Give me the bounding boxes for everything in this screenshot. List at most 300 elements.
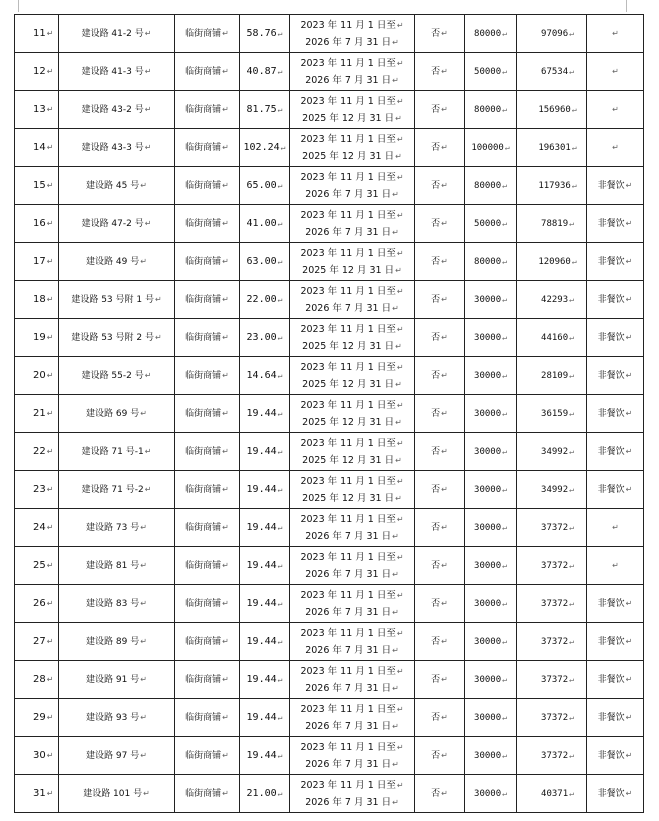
deposit-cell <box>465 737 517 775</box>
row-number-cell <box>15 661 59 699</box>
rent-text: 37372 <box>541 598 569 609</box>
paragraph-mark-icon: ↵ <box>222 674 229 684</box>
paragraph-mark-icon: ↵ <box>222 370 229 380</box>
address-text: 建设路 89 号 <box>86 636 140 647</box>
flag-cell <box>415 53 465 91</box>
flag-text: 否 <box>431 66 441 77</box>
flag-cell <box>415 357 465 395</box>
lease-start-text: 2023 年 11 月 1 日至 <box>300 57 396 69</box>
paragraph-mark-icon: ↵ <box>441 28 448 38</box>
property-type-cell <box>175 737 240 775</box>
area-text: 23.00 <box>246 331 277 343</box>
paragraph-mark-icon: ↵ <box>222 484 229 494</box>
flag-text: 否 <box>431 446 441 457</box>
rent-cell <box>517 509 587 547</box>
area-text: 65.00 <box>246 179 277 191</box>
deposit-cell <box>465 623 517 661</box>
paragraph-mark-icon: ↵ <box>625 712 633 722</box>
rent-text: 36159 <box>541 408 569 419</box>
lease-period-cell <box>290 471 415 509</box>
paragraph-mark-icon: ↵ <box>395 113 402 123</box>
paragraph-mark-icon: ↵ <box>222 28 229 38</box>
row-number-text: 21 <box>33 407 46 419</box>
lease-start-text: 2023 年 11 月 1 日至 <box>300 437 396 449</box>
flag-text: 否 <box>431 636 441 647</box>
deposit-text: 80000 <box>474 256 502 267</box>
paragraph-mark-icon: ↵ <box>502 560 507 570</box>
address-text: 建设路 41-3 号 <box>81 66 144 77</box>
table-row <box>15 471 644 509</box>
address-text: 建设路 41-2 号 <box>81 28 144 39</box>
usage-cell <box>587 167 644 205</box>
usage-text: 非餐饮 <box>597 484 625 495</box>
usage-text: 非餐饮 <box>597 446 625 457</box>
lease-end-text: 2025 年 12 月 31 日 <box>302 454 395 466</box>
table-row <box>15 395 644 433</box>
flag-cell <box>415 623 465 661</box>
area-text: 22.00 <box>246 293 277 305</box>
address-text: 建设路 71 号-2 <box>81 484 144 495</box>
paragraph-mark-icon: ↵ <box>392 75 399 85</box>
paragraph-mark-icon: ↵ <box>396 780 404 790</box>
address-cell <box>59 205 175 243</box>
address-cell <box>59 433 175 471</box>
paragraph-mark-icon: ↵ <box>396 590 404 600</box>
area-cell <box>240 319 290 357</box>
table-row <box>15 699 644 737</box>
lease-end-text: 2025 年 12 月 31 日 <box>302 112 395 124</box>
paragraph-mark-icon: ↵ <box>46 370 54 380</box>
rent-cell <box>517 433 587 471</box>
paragraph-mark-icon: ↵ <box>46 180 54 190</box>
paragraph-mark-icon: ↵ <box>502 256 507 266</box>
row-number-text: 17 <box>33 255 46 267</box>
paragraph-mark-icon: ↵ <box>222 142 229 152</box>
paragraph-mark-icon: ↵ <box>625 218 633 228</box>
deposit-text: 50000 <box>474 66 502 77</box>
paragraph-mark-icon: ↵ <box>395 379 402 389</box>
area-cell <box>240 53 290 91</box>
paragraph-mark-icon: ↵ <box>625 294 633 304</box>
address-cell <box>59 737 175 775</box>
rent-text: 37372 <box>541 750 569 761</box>
paragraph-mark-icon: ↵ <box>441 712 448 722</box>
row-number-cell <box>15 623 59 661</box>
address-cell <box>59 319 175 357</box>
lease-start-text: 2023 年 11 月 1 日至 <box>300 665 396 677</box>
paragraph-mark-icon: ↵ <box>502 484 507 494</box>
lease-period-cell <box>290 433 415 471</box>
address-cell <box>59 775 175 813</box>
lease-start-text: 2023 年 11 月 1 日至 <box>300 171 396 183</box>
address-text: 建设路 81 号 <box>86 560 140 571</box>
rent-cell <box>517 395 587 433</box>
flag-cell <box>415 547 465 585</box>
lease-period-cell <box>290 585 415 623</box>
property-type-text: 临街商铺 <box>185 560 222 571</box>
address-text: 建设路 43-2 号 <box>81 104 144 115</box>
lease-end-text: 2026 年 7 月 31 日 <box>305 796 392 808</box>
area-cell <box>240 395 290 433</box>
table-row <box>15 129 644 167</box>
table-row <box>15 357 644 395</box>
paragraph-mark-icon: ↵ <box>571 256 577 266</box>
area-cell <box>240 433 290 471</box>
rent-text: 37372 <box>541 674 569 685</box>
paragraph-mark-icon: ↵ <box>612 522 619 532</box>
deposit-text: 30000 <box>474 370 502 381</box>
paragraph-mark-icon: ↵ <box>392 607 399 617</box>
flag-text: 否 <box>431 674 441 685</box>
area-cell <box>240 129 290 167</box>
deposit-text: 30000 <box>474 484 502 495</box>
lease-start-text: 2023 年 11 月 1 日至 <box>300 361 396 373</box>
property-type-text: 临街商铺 <box>185 180 222 191</box>
paragraph-mark-icon: ↵ <box>392 189 399 199</box>
flag-text: 否 <box>431 104 441 115</box>
lease-period-cell <box>290 167 415 205</box>
address-cell <box>59 243 175 281</box>
lease-period-cell <box>290 281 415 319</box>
rent-text: 37372 <box>541 560 569 571</box>
paragraph-mark-icon: ↵ <box>277 750 283 760</box>
paragraph-mark-icon: ↵ <box>277 104 283 114</box>
usage-cell <box>587 91 644 129</box>
address-cell <box>59 547 175 585</box>
paragraph-mark-icon: ↵ <box>569 294 574 304</box>
paragraph-mark-icon: ↵ <box>222 446 229 456</box>
row-number-text: 22 <box>33 445 46 457</box>
address-cell <box>59 509 175 547</box>
paragraph-mark-icon: ↵ <box>396 210 404 220</box>
paragraph-mark-icon: ↵ <box>395 493 402 503</box>
area-text: 19.44 <box>246 749 277 761</box>
paragraph-mark-icon: ↵ <box>396 400 404 410</box>
lease-end-text: 2025 年 12 月 31 日 <box>302 340 395 352</box>
deposit-text: 30000 <box>474 294 502 305</box>
paragraph-mark-icon: ↵ <box>441 674 448 684</box>
paragraph-mark-icon: ↵ <box>396 58 404 68</box>
lease-start-text: 2023 年 11 月 1 日至 <box>300 551 396 563</box>
rent-cell <box>517 281 587 319</box>
paragraph-mark-icon: ↵ <box>46 788 54 798</box>
lease-period-cell <box>290 243 415 281</box>
flag-cell <box>415 585 465 623</box>
area-cell <box>240 699 290 737</box>
rent-cell <box>517 167 587 205</box>
paragraph-mark-icon: ↵ <box>441 332 448 342</box>
deposit-cell <box>465 699 517 737</box>
lease-start-text: 2023 年 11 月 1 日至 <box>300 627 396 639</box>
usage-cell <box>587 737 644 775</box>
lease-period-cell <box>290 205 415 243</box>
lease-start-text: 2023 年 11 月 1 日至 <box>300 247 396 259</box>
area-cell <box>240 281 290 319</box>
paragraph-mark-icon: ↵ <box>502 370 507 380</box>
row-number-cell <box>15 243 59 281</box>
rent-text: 34992 <box>541 484 569 495</box>
address-cell <box>59 129 175 167</box>
property-type-cell <box>175 243 240 281</box>
rent-text: 42293 <box>541 294 569 305</box>
paragraph-mark-icon: ↵ <box>625 370 633 380</box>
paragraph-mark-icon: ↵ <box>625 636 633 646</box>
address-text: 建设路 69 号 <box>86 408 140 419</box>
row-number-text: 13 <box>33 103 46 115</box>
area-cell <box>240 509 290 547</box>
row-number-cell <box>15 395 59 433</box>
address-cell <box>59 471 175 509</box>
paragraph-mark-icon: ↵ <box>441 66 448 76</box>
rent-text: 97096 <box>541 28 569 39</box>
address-cell <box>59 585 175 623</box>
paragraph-mark-icon: ↵ <box>571 142 577 152</box>
paragraph-mark-icon: ↵ <box>396 514 404 524</box>
paragraph-mark-icon: ↵ <box>569 674 574 684</box>
paragraph-mark-icon: ↵ <box>46 66 54 76</box>
lease-start-text: 2023 年 11 月 1 日至 <box>300 779 396 791</box>
paragraph-mark-icon: ↵ <box>46 104 54 114</box>
address-cell <box>59 357 175 395</box>
address-cell <box>59 661 175 699</box>
row-number-cell <box>15 53 59 91</box>
flag-cell <box>415 775 465 813</box>
area-cell <box>240 15 290 53</box>
paragraph-mark-icon: ↵ <box>46 712 54 722</box>
paragraph-mark-icon: ↵ <box>222 636 229 646</box>
area-text: 19.44 <box>246 483 277 495</box>
paragraph-mark-icon: ↵ <box>569 332 574 342</box>
table-row <box>15 15 644 53</box>
table-row <box>15 623 644 661</box>
paragraph-mark-icon: ↵ <box>222 750 229 760</box>
paragraph-mark-icon: ↵ <box>502 598 507 608</box>
row-number-cell <box>15 167 59 205</box>
flag-text: 否 <box>431 560 441 571</box>
rent-cell <box>517 91 587 129</box>
table-row <box>15 243 644 281</box>
deposit-cell <box>465 471 517 509</box>
paragraph-mark-icon: ↵ <box>625 180 633 190</box>
flag-text: 否 <box>431 712 441 723</box>
paragraph-mark-icon: ↵ <box>144 66 152 76</box>
paragraph-mark-icon: ↵ <box>441 408 448 418</box>
paragraph-mark-icon: ↵ <box>222 180 229 190</box>
row-number-cell <box>15 775 59 813</box>
address-text: 建设路 97 号 <box>86 750 140 761</box>
paragraph-mark-icon: ↵ <box>569 370 574 380</box>
paragraph-mark-icon: ↵ <box>396 134 404 144</box>
paragraph-mark-icon: ↵ <box>396 324 404 334</box>
deposit-cell <box>465 15 517 53</box>
flag-cell <box>415 243 465 281</box>
area-text: 19.44 <box>246 407 277 419</box>
paragraph-mark-icon: ↵ <box>222 256 229 266</box>
property-type-text: 临街商铺 <box>185 636 222 647</box>
usage-text: 非餐饮 <box>597 712 625 723</box>
property-type-text: 临街商铺 <box>185 522 222 533</box>
paragraph-mark-icon: ↵ <box>140 256 147 266</box>
flag-cell <box>415 471 465 509</box>
paragraph-mark-icon: ↵ <box>625 674 633 684</box>
lease-end-text: 2026 年 7 月 31 日 <box>305 530 392 542</box>
deposit-text: 80000 <box>474 28 502 39</box>
paragraph-mark-icon: ↵ <box>277 636 283 646</box>
lease-period-cell <box>290 15 415 53</box>
row-number-text: 30 <box>33 749 46 761</box>
property-type-text: 临街商铺 <box>185 142 222 153</box>
lease-end-text: 2025 年 12 月 31 日 <box>302 416 395 428</box>
property-type-cell <box>175 433 240 471</box>
lease-period-cell <box>290 737 415 775</box>
lease-end-text: 2026 年 7 月 31 日 <box>305 188 392 200</box>
usage-cell <box>587 205 644 243</box>
address-cell <box>59 91 175 129</box>
area-text: 19.44 <box>246 597 277 609</box>
paragraph-mark-icon: ↵ <box>395 151 402 161</box>
area-cell <box>240 243 290 281</box>
table-row <box>15 53 644 91</box>
flag-text: 否 <box>431 522 441 533</box>
paragraph-mark-icon: ↵ <box>502 636 507 646</box>
paragraph-mark-icon: ↵ <box>396 628 404 638</box>
paragraph-mark-icon: ↵ <box>625 332 633 342</box>
area-text: 19.44 <box>246 711 277 723</box>
flag-cell <box>415 433 465 471</box>
lease-end-text: 2026 年 7 月 31 日 <box>305 720 392 732</box>
paragraph-mark-icon: ↵ <box>277 484 283 494</box>
rent-text: 67534 <box>541 66 569 77</box>
rent-cell <box>517 547 587 585</box>
paragraph-mark-icon: ↵ <box>569 636 574 646</box>
paragraph-mark-icon: ↵ <box>392 37 399 47</box>
paragraph-mark-icon: ↵ <box>46 674 54 684</box>
rent-text: 37372 <box>541 636 569 647</box>
property-type-text: 临街商铺 <box>185 332 222 343</box>
flag-cell <box>415 737 465 775</box>
paragraph-mark-icon: ↵ <box>396 476 404 486</box>
deposit-cell <box>465 547 517 585</box>
flag-text: 否 <box>431 218 441 229</box>
property-type-cell <box>175 661 240 699</box>
row-number-cell <box>15 585 59 623</box>
row-number-cell <box>15 319 59 357</box>
paragraph-mark-icon: ↵ <box>569 408 574 418</box>
paragraph-mark-icon: ↵ <box>504 142 510 152</box>
paragraph-mark-icon: ↵ <box>625 408 633 418</box>
paragraph-mark-icon: ↵ <box>396 96 404 106</box>
row-number-text: 25 <box>33 559 46 571</box>
row-number-text: 12 <box>33 65 46 77</box>
paragraph-mark-icon: ↵ <box>277 332 283 342</box>
paragraph-mark-icon: ↵ <box>46 294 54 304</box>
area-text: 19.44 <box>246 673 277 685</box>
usage-cell <box>587 547 644 585</box>
paragraph-mark-icon: ↵ <box>46 332 54 342</box>
usage-cell <box>587 281 644 319</box>
deposit-text: 30000 <box>474 674 502 685</box>
paragraph-mark-icon: ↵ <box>144 28 152 38</box>
paragraph-mark-icon: ↵ <box>396 742 404 752</box>
area-cell <box>240 471 290 509</box>
paragraph-mark-icon: ↵ <box>569 28 574 38</box>
paragraph-mark-icon: ↵ <box>277 674 283 684</box>
paragraph-mark-icon: ↵ <box>222 408 229 418</box>
usage-text: 非餐饮 <box>597 294 625 305</box>
paragraph-mark-icon: ↵ <box>46 560 54 570</box>
paragraph-mark-icon: ↵ <box>140 636 147 646</box>
property-type-cell <box>175 281 240 319</box>
property-type-cell <box>175 623 240 661</box>
rent-text: 196301 <box>538 142 571 153</box>
paragraph-mark-icon: ↵ <box>392 645 399 655</box>
lease-end-text: 2025 年 12 月 31 日 <box>302 264 395 276</box>
usage-cell <box>587 509 644 547</box>
paragraph-mark-icon: ↵ <box>569 66 574 76</box>
flag-text: 否 <box>431 332 441 343</box>
paragraph-mark-icon: ↵ <box>569 446 574 456</box>
row-number-text: 18 <box>33 293 46 305</box>
lease-start-text: 2023 年 11 月 1 日至 <box>300 285 396 297</box>
property-type-text: 临街商铺 <box>185 598 222 609</box>
area-text: 19.44 <box>246 521 277 533</box>
row-number-cell <box>15 547 59 585</box>
rent-cell <box>517 471 587 509</box>
deposit-text: 30000 <box>474 560 502 571</box>
usage-cell <box>587 15 644 53</box>
area-text: 63.00 <box>246 255 277 267</box>
deposit-cell <box>465 661 517 699</box>
area-cell <box>240 775 290 813</box>
deposit-cell <box>465 775 517 813</box>
lease-start-text: 2023 年 11 月 1 日至 <box>300 209 396 221</box>
paragraph-mark-icon: ↵ <box>625 256 633 266</box>
lease-period-cell <box>290 699 415 737</box>
paragraph-mark-icon: ↵ <box>46 484 54 494</box>
rent-cell <box>517 737 587 775</box>
paragraph-mark-icon: ↵ <box>277 446 283 456</box>
paragraph-mark-icon: ↵ <box>396 552 404 562</box>
lease-end-text: 2026 年 7 月 31 日 <box>305 568 392 580</box>
row-number-text: 11 <box>33 27 46 39</box>
area-cell <box>240 357 290 395</box>
paragraph-mark-icon: ↵ <box>277 408 283 418</box>
property-type-cell <box>175 15 240 53</box>
rent-text: 156960 <box>538 104 571 115</box>
rent-text: 37372 <box>541 522 569 533</box>
deposit-cell <box>465 53 517 91</box>
deposit-text: 80000 <box>474 180 502 191</box>
paragraph-mark-icon: ↵ <box>222 598 229 608</box>
lease-table <box>14 14 644 813</box>
row-number-text: 24 <box>33 521 46 533</box>
paragraph-mark-icon: ↵ <box>140 674 147 684</box>
property-type-cell <box>175 471 240 509</box>
paragraph-mark-icon: ↵ <box>569 560 574 570</box>
lease-end-text: 2025 年 12 月 31 日 <box>302 150 395 162</box>
lease-period-cell <box>290 775 415 813</box>
flag-cell <box>415 661 465 699</box>
property-type-cell <box>175 91 240 129</box>
lease-period-cell <box>290 509 415 547</box>
deposit-text: 30000 <box>474 636 502 647</box>
row-number-cell <box>15 433 59 471</box>
table-row <box>15 205 644 243</box>
address-text: 建设路 101 号 <box>83 788 143 799</box>
area-cell <box>240 547 290 585</box>
table-row <box>15 661 644 699</box>
deposit-text: 50000 <box>474 218 502 229</box>
